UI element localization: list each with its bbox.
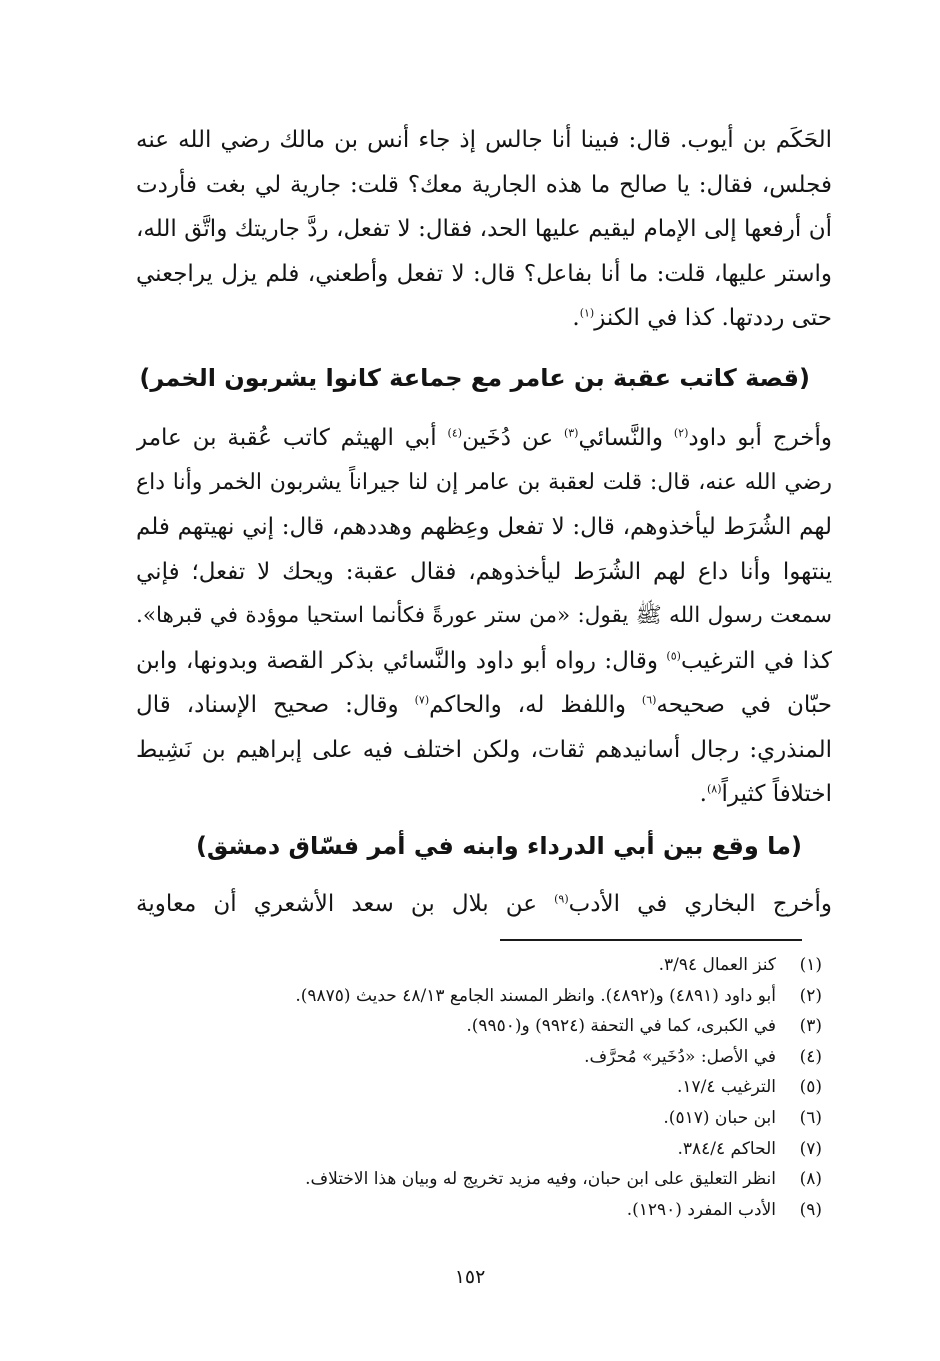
text-line: لهم الشُرَط ليأخذوهم، قال: لا تفعل وعِظهم وهددهم، قال: إني نهيتهم فلم (136, 514, 832, 540)
footnote-text: الترغيب ١٧/٤. (676, 1077, 776, 1098)
footnote-ref: (٦) (641, 693, 657, 707)
line-text: أبي الهيثم كاتب عُقبة بن عامر (136, 425, 448, 451)
line-text: وقال: رواه أبو داود والنَّسائي بذكر القصة وبدونها، وابن (136, 647, 667, 674)
line-text: والنَّسائي (578, 425, 674, 451)
line-text: وقال: صحيح الإسناد، قال (136, 692, 415, 718)
footnote-text: أبو داود (٤٨٩١) و(٤٨٩٢). وانظر المسند الجامع ٤٨/١٣ حديث (٩٨٧٥). (295, 985, 776, 1006)
line-text: اختلافاً كثيراً (721, 781, 832, 807)
footnote-number: (٨) (799, 1169, 822, 1190)
footnote-text: في الأصل: «دُخَير» مُحرَّف. (584, 1046, 776, 1067)
text-line: فجلس، فقال: يا صالح ما هذه الجارية معك؟ قلت: جارية لي بغت فأردت (136, 171, 832, 198)
footnote-ref: (٩) (554, 892, 569, 906)
footnote-number: (٩) (799, 1199, 822, 1220)
footnote-text: ابن حبان (٥١٧). (663, 1107, 776, 1128)
text-line: ينتهوا وأنا داع لهم الشُرَط ليأخذوهم، فقال عقبة: ويحك لا تفعل؛ فإني (136, 558, 832, 585)
footnote-ref: (٧) (414, 693, 430, 707)
footnote-number: (٥) (799, 1077, 822, 1098)
line-text: وأخرج البخاري في الأدب (568, 891, 832, 917)
footnote-item (122, 1042, 822, 1073)
page-number: ١٥٢ (454, 1266, 486, 1288)
footnote-text: كنز العمال ٣/٩٤. (658, 955, 776, 975)
line-text: وأخرج أبو داود (688, 425, 832, 451)
footnote-text: في الكبرى، كما في التحفة (٩٩٢٤) و(٩٩٥٠). (466, 1016, 776, 1037)
footnote-ref: (٥) (666, 648, 681, 662)
footnote-ref: (٢) (673, 426, 689, 440)
paragraph-abu-darda (136, 882, 832, 927)
text-line: سمعت رسول الله ﷺ يقول: «من ستر عورةً فكأنما استحيا موؤدة في قبرها». (136, 603, 832, 628)
text-line (136, 772, 832, 817)
footnote-ref: (٤) (447, 426, 463, 440)
line-text: حبّان في صحيحه (656, 692, 832, 718)
footnote-item (122, 981, 822, 1012)
text-line: واستر عليها، قلت: ما أنا بفاعل؟ قال: لا تفعل وأطعني، فلم يزل يراجعني (136, 260, 832, 287)
footnote-ref: (١) (579, 306, 595, 320)
text-line (136, 882, 832, 927)
section-heading: (قصة كاتب عقبة بن عامر مع جماعة كانوا يشربون الخمر) (139, 364, 810, 392)
footnotes (122, 950, 822, 1225)
footnote-divider (500, 939, 802, 941)
section-heading: (ما وقع بين أبي الدرداء وابنه في أمر فسّاق دمشق) (195, 832, 802, 860)
text-line: رضي الله عنه، قال: قلت لعقبة بن عامر إن لنا جيراناً يشربون الخمر وأنا داع (136, 469, 832, 495)
footnote-ref: (٣) (563, 426, 579, 440)
footnote-number: (١) (799, 955, 822, 975)
footnote-text: الأدب المفرد (١٢٩٠). (626, 1199, 776, 1220)
footnote-item (122, 1195, 822, 1226)
text-line (136, 639, 832, 684)
line-text: عن بلال بن سعد الأشعري أن معاوية (136, 891, 555, 917)
text-line (136, 416, 832, 461)
text-line (136, 683, 832, 728)
footnote-item (122, 950, 822, 981)
footnote-ref: (٨) (706, 782, 722, 796)
text-line: الحَكَم بن أيوب. قال: فبينا أنا جالس إذ جاء أنس بن مالك رضي الله عنه (136, 127, 832, 153)
footnote-number: (٢) (799, 985, 822, 1006)
footnote-item (122, 1164, 822, 1195)
footnote-item (122, 1103, 822, 1134)
footnote-number: (٧) (799, 1138, 822, 1159)
footnote-item (122, 1072, 822, 1103)
footnote-number: (٣) (799, 1016, 822, 1037)
text-line: أن أرفعها إلى الإمام ليقيم عليها الحد، فقال: لا تفعل، ردَّ جاريتك واتَّق الله، (136, 216, 832, 242)
footnote-number: (٦) (799, 1107, 822, 1128)
paragraph-uqba-story (136, 416, 832, 817)
footnote-text: الحاكم ٣٨٤/٤. (677, 1138, 776, 1159)
line-text: كذا في الترغيب (680, 647, 832, 674)
text-line (136, 296, 832, 341)
footnote-item (122, 1011, 822, 1042)
text-line: المنذري: رجال أسانيدهم ثقات، ولكن اختلف فيه على إبراهيم بن نَشِيط (136, 736, 832, 763)
line-text: حتى رددتها. كذا في الكنز (594, 305, 832, 331)
footnote-item (122, 1134, 822, 1165)
line-end: . (699, 781, 707, 807)
paragraph-hakam-story (136, 118, 832, 341)
line-text: عن دُخَين (462, 425, 564, 451)
line-text: واللفظ له، والحاكم (429, 692, 642, 718)
line-end: . (572, 305, 580, 331)
footnote-text: انظر التعليق على ابن حبان، وفيه مزيد تخريج له وبيان هذا الاختلاف. (305, 1169, 776, 1190)
footnote-number: (٤) (799, 1046, 822, 1067)
